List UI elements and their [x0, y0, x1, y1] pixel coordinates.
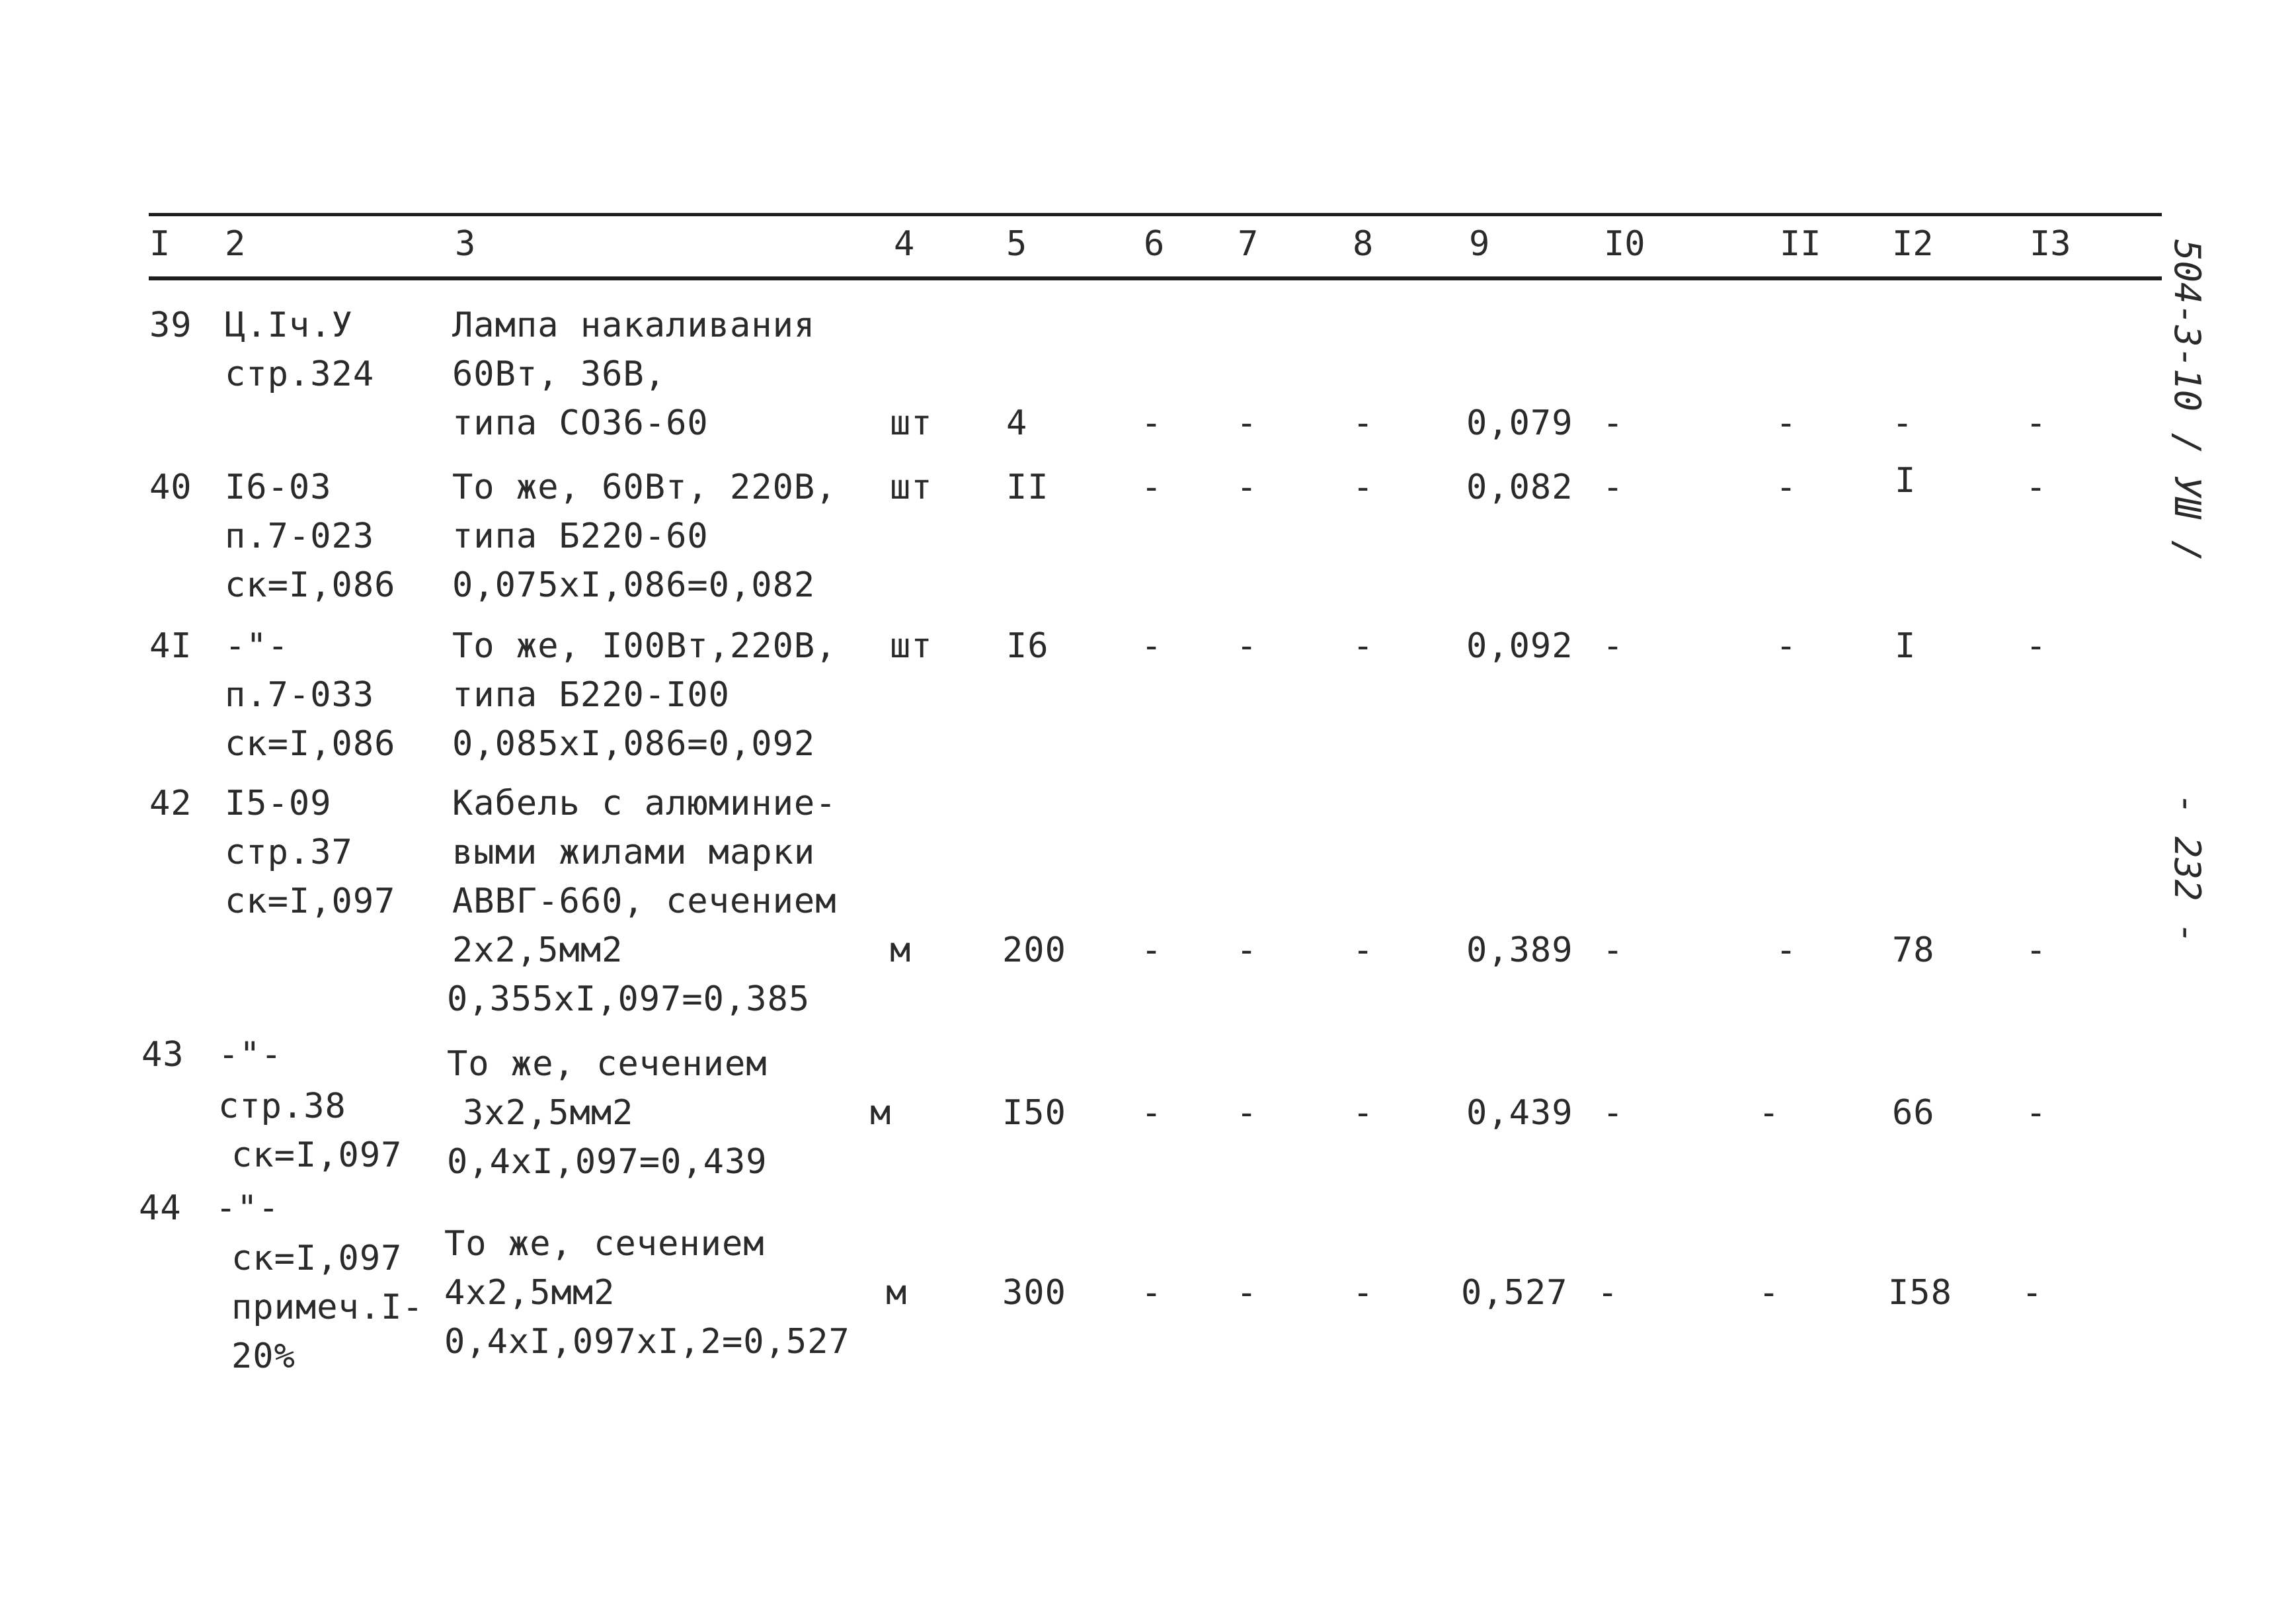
- row-number: 39: [149, 306, 192, 345]
- ref-line: стр.37: [225, 833, 353, 872]
- column-header-3: 3: [455, 224, 476, 264]
- col11-cell: -: [1759, 1273, 1780, 1313]
- desc-line: 2х2,5мм2: [452, 930, 623, 970]
- column-header-5: 5: [1006, 224, 1027, 264]
- col7-cell: -: [1236, 930, 1258, 970]
- unit-cell: шт: [890, 403, 933, 443]
- desc-line: типа Б220-I00: [452, 675, 730, 715]
- qty-cell: 200: [1002, 930, 1066, 970]
- col12-cell: 66: [1892, 1093, 1935, 1133]
- col10-cell: -: [1603, 403, 1624, 443]
- ref-line: Ц.Iч.У: [225, 306, 353, 345]
- col11-cell: -: [1759, 1093, 1780, 1133]
- col9-cell: 0,092: [1466, 626, 1573, 666]
- unit-cell: м: [870, 1093, 892, 1133]
- col13-cell: -: [2026, 468, 2047, 507]
- ref-line: примеч.I-: [231, 1288, 424, 1327]
- column-header-13: I3: [2030, 224, 2071, 264]
- page-number-label: - 232 -: [2166, 794, 2208, 944]
- col12-cell: -: [1892, 403, 1914, 443]
- ref-line: 20%: [231, 1336, 296, 1376]
- col6-cell: -: [1141, 468, 1163, 507]
- ref-line: -"-: [218, 1035, 282, 1075]
- qty-cell: I50: [1002, 1093, 1066, 1133]
- col13-cell: -: [2026, 403, 2047, 443]
- col10-cell: -: [1603, 626, 1624, 666]
- col7-cell: -: [1236, 1093, 1258, 1133]
- col13-cell: -: [2022, 1273, 2043, 1313]
- col12-cell: I: [1895, 461, 1917, 501]
- ref-line: -"-: [225, 626, 289, 666]
- desc-line: 0,355хI,097=0,385: [447, 979, 811, 1019]
- desc-line: То же, сечением: [444, 1224, 765, 1264]
- column-header-12: I2: [1892, 224, 1934, 264]
- table-top-rule: [149, 213, 2162, 216]
- desc-line: 0,4хI,097=0,439: [447, 1142, 768, 1182]
- unit-cell: шт: [890, 468, 933, 507]
- unit-cell: м: [890, 930, 912, 970]
- col11-cell: -: [1776, 930, 1798, 970]
- ref-line: стр.38: [218, 1087, 346, 1126]
- row-number: 44: [139, 1188, 182, 1228]
- col12-cell: I: [1895, 626, 1917, 666]
- col10-cell: -: [1603, 930, 1624, 970]
- desc-line: выми жилами марки: [452, 833, 816, 872]
- col8-cell: -: [1353, 1093, 1374, 1133]
- col7-cell: -: [1236, 626, 1258, 666]
- ref-line: ск=I,086: [225, 565, 396, 605]
- col13-cell: -: [2026, 930, 2047, 970]
- col10-cell: -: [1603, 1093, 1624, 1133]
- qty-cell: II: [1006, 468, 1049, 507]
- row-number: 4I: [149, 626, 192, 666]
- desc-line: То же, I00Вт,220В,: [452, 626, 837, 666]
- column-header-1: I: [149, 224, 171, 264]
- column-header-6: 6: [1144, 224, 1165, 264]
- row-number: 42: [149, 784, 192, 823]
- col9-cell: 0,082: [1466, 468, 1573, 507]
- row-number: 43: [141, 1035, 184, 1075]
- col11-cell: -: [1776, 626, 1798, 666]
- col13-cell: -: [2026, 1093, 2047, 1133]
- ref-line: п.7-023: [225, 516, 375, 556]
- desc-line: 0,075хI,086=0,082: [452, 565, 816, 605]
- col8-cell: -: [1353, 1273, 1374, 1313]
- desc-line: 0,085хI,086=0,092: [452, 724, 816, 764]
- qty-cell: I6: [1006, 626, 1049, 666]
- ref-line: п.7-033: [225, 675, 375, 715]
- col9-cell: 0,079: [1466, 403, 1573, 443]
- col11-cell: -: [1776, 403, 1798, 443]
- qty-cell: 300: [1002, 1273, 1066, 1313]
- col10-cell: -: [1603, 468, 1624, 507]
- col7-cell: -: [1236, 468, 1258, 507]
- row-number: 40: [149, 468, 192, 507]
- column-header-10: I0: [1604, 224, 1645, 264]
- col9-cell: 0,527: [1461, 1273, 1568, 1313]
- qty-cell: 4: [1006, 403, 1028, 443]
- col6-cell: -: [1141, 403, 1163, 443]
- table-header-rule: [149, 276, 2162, 280]
- ref-line: ск=I,097: [225, 882, 396, 921]
- desc-line: 3х2,5мм2: [463, 1093, 634, 1133]
- desc-line: То же, 60Вт, 220В,: [452, 468, 837, 507]
- ref-line: I5-09: [225, 784, 332, 823]
- desc-line: типа Б220-60: [452, 516, 709, 556]
- ref-line: ск=I,097: [231, 1135, 403, 1175]
- desc-line: То же, сечением: [447, 1044, 768, 1084]
- col13-cell: -: [2026, 626, 2047, 666]
- col8-cell: -: [1353, 403, 1374, 443]
- col12-cell: I58: [1888, 1273, 1952, 1313]
- col6-cell: -: [1141, 626, 1163, 666]
- col10-cell: -: [1597, 1273, 1619, 1313]
- column-header-4: 4: [894, 224, 915, 264]
- col7-cell: -: [1236, 1273, 1258, 1313]
- col8-cell: -: [1353, 626, 1374, 666]
- desc-line: 60Вт, 36В,: [452, 354, 666, 394]
- col12-cell: 78: [1892, 930, 1935, 970]
- column-header-8: 8: [1353, 224, 1374, 264]
- column-header-9: 9: [1469, 224, 1490, 264]
- col8-cell: -: [1353, 930, 1374, 970]
- col9-cell: 0,439: [1466, 1093, 1573, 1133]
- desc-line: типа СО36-60: [452, 403, 709, 443]
- column-header-11: II: [1780, 224, 1821, 264]
- desc-line: АВВГ-660, сечением: [452, 882, 837, 921]
- column-header-7: 7: [1238, 224, 1259, 264]
- col9-cell: 0,389: [1466, 930, 1573, 970]
- desc-line: Лампа накаливания: [452, 306, 816, 345]
- desc-line: Кабель с алюминие-: [452, 784, 837, 823]
- col6-cell: -: [1141, 1093, 1163, 1133]
- col11-cell: -: [1776, 468, 1798, 507]
- col8-cell: -: [1353, 468, 1374, 507]
- ref-line: I6-03: [225, 468, 332, 507]
- ref-line: ск=I,097: [231, 1239, 403, 1278]
- ref-line: стр.324: [225, 354, 375, 394]
- col6-cell: -: [1141, 1273, 1163, 1313]
- desc-line: 4х2,5мм2: [444, 1273, 615, 1313]
- column-header-2: 2: [225, 224, 246, 264]
- unit-cell: шт: [890, 626, 933, 666]
- ref-line: -"-: [216, 1188, 280, 1228]
- col6-cell: -: [1141, 930, 1163, 970]
- unit-cell: м: [886, 1273, 908, 1313]
- document-code-label: 504-3-10 / УШ /: [2166, 239, 2208, 562]
- desc-line: 0,4хI,097хI,2=0,527: [444, 1322, 850, 1362]
- col7-cell: -: [1236, 403, 1258, 443]
- ref-line: ск=I,086: [225, 724, 396, 764]
